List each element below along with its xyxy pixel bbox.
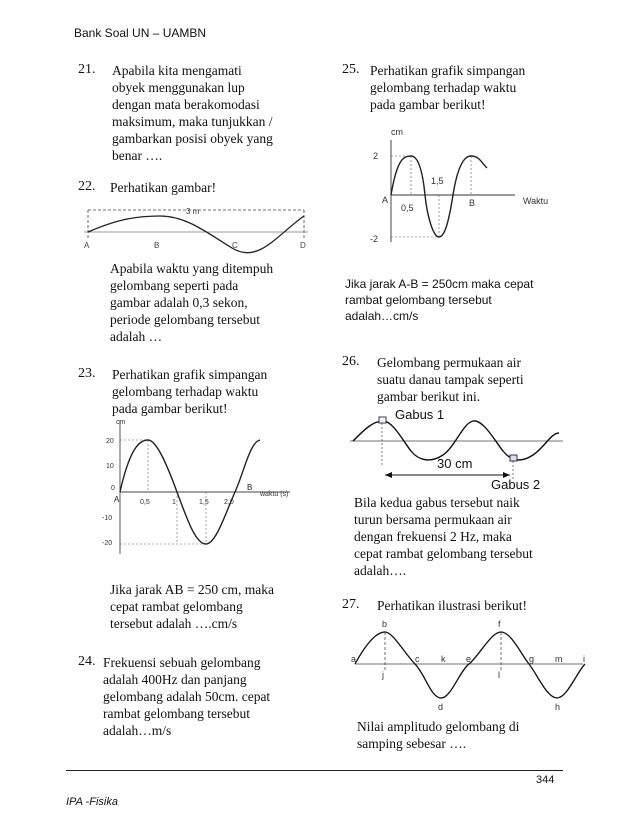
q22-point-b: B: [154, 241, 160, 250]
q23-xtick-2: 2,0: [224, 499, 234, 506]
q21-line: Apabila kita mengamati: [112, 63, 242, 78]
q26-line: suatu danau tampak seperti: [377, 372, 524, 387]
q23-line: gelombang terhadap waktu: [112, 384, 259, 399]
q25-y-min: -2: [370, 234, 379, 244]
q23-y-unit: cm: [116, 419, 126, 426]
q27-point-j: j: [382, 670, 384, 680]
q22-line: periode gelombang tersebut: [110, 312, 260, 327]
q25-line: gelombang terhadap waktu: [370, 80, 517, 95]
q26-answer-line: cepat rambat gelombang tersebut: [354, 546, 533, 561]
q25-y-max: 2: [373, 151, 379, 161]
q26-line: Gelombang permukaan air: [377, 355, 521, 370]
q26-float2-label: Gabus 2: [491, 477, 541, 492]
footer-subject: IPA -Fisika: [66, 796, 118, 808]
q22-line: gambar adalah 0,3 sekon,: [110, 295, 248, 310]
q26-float1-label: Gabus 1: [395, 407, 445, 422]
q25-x-axis-label: Waktu: [523, 196, 549, 206]
q25-answer-line: rambat gelombang tersebut: [345, 293, 492, 307]
q23-graph-figure: [100, 412, 310, 577]
q27-point-c: c: [415, 654, 420, 664]
q27-point-e: e: [466, 654, 472, 664]
q27-answer-line: Nilai amplitudo gelombang di: [357, 719, 520, 734]
q25-text: [370, 62, 525, 113]
q27-answer-line: samping sebesar ….: [357, 736, 467, 751]
q22-line: Apabila waktu yang ditempuh: [110, 261, 274, 276]
q22-wave-figure: [76, 200, 316, 260]
q23-tick-m20: -20: [102, 540, 113, 547]
q22-point-a: A: [84, 241, 90, 250]
q27-wave-figure: [345, 614, 595, 712]
page-header: Bank Soal UN – UAMBN: [74, 26, 207, 40]
q23-answer-line: cepat rambat gelombang: [110, 599, 243, 614]
q23-line: pada gambar berikut!: [112, 401, 228, 416]
q23-number: 23.: [78, 366, 96, 381]
q26-answer-line: dengan frekuensi 2 Hz, maka: [354, 529, 512, 544]
q25-graph-figure: [345, 120, 570, 255]
q26-answer-line: adalah….: [354, 563, 407, 578]
q27-point-g: g: [529, 654, 535, 664]
q27-point-k: k: [441, 654, 446, 664]
q23-answer: [110, 581, 274, 632]
q25-answer: [345, 276, 533, 324]
q23-line: Perhatikan grafik simpangan: [112, 367, 268, 382]
q27-answer: [357, 718, 519, 752]
q25-number: 25.: [342, 62, 360, 77]
q23-text: [112, 366, 267, 417]
q24-line: gelombang adalah 50cm. cepat: [103, 689, 271, 704]
q23-x-axis-label: waktu (s): [260, 491, 289, 498]
q21-text: [112, 62, 273, 164]
q23-xtick-05: 0,5: [140, 499, 150, 506]
q23-origin-label: A: [114, 495, 120, 504]
q23-xtick-1: 1: [172, 499, 176, 506]
q23-tick-20: 20: [106, 438, 114, 445]
q25-line: Perhatikan grafik simpangan: [370, 63, 526, 78]
q25-answer-line: Jika jarak A-B = 250cm maka cepat: [345, 277, 534, 291]
q24-line: adalah…m/s: [103, 723, 172, 738]
q21-line: gambarkan posisi obyek yang: [112, 131, 273, 146]
q27-point-f: f: [498, 619, 501, 629]
q23-tick-10: 10: [106, 463, 114, 470]
q26-wave-figure: [345, 405, 570, 495]
q27-point-m: m: [555, 654, 563, 664]
q22-wave: [88, 216, 304, 253]
q21-line: maksimum, maka tunjukkan /: [112, 114, 273, 129]
q21-line: dengan mata berakomodasi: [112, 97, 260, 112]
q24-line: Frekuensi sebuah gelombang: [103, 655, 261, 670]
q21-line: benar ….: [112, 148, 163, 163]
q23-answer-line: tersebut adalah ….cm/s: [110, 616, 238, 631]
q22-point-d: D: [300, 241, 306, 250]
q27-point-d: d: [438, 702, 444, 712]
q22-line: adalah …: [110, 329, 163, 344]
q25-line: pada gambar berikut!: [370, 97, 486, 112]
q27-point-a: a: [351, 654, 357, 664]
q25-answer-line: adalah…cm/s: [345, 309, 419, 323]
q22-prompt: Perhatikan gambar!: [110, 180, 217, 195]
q26-answer: [354, 494, 533, 579]
page-number: 344: [536, 774, 555, 786]
q26-text: [377, 354, 524, 405]
q26-float1-marker: [379, 417, 386, 423]
q24-text: [103, 654, 270, 739]
q24-line: adalah 400Hz dan panjang: [103, 672, 247, 687]
q23-tick-m10: -10: [102, 515, 113, 522]
q26-number: 26.: [342, 354, 360, 369]
q23-answer-line: Jika jarak AB = 250 cm, maka: [110, 582, 274, 597]
q24-number: 24.: [78, 654, 96, 669]
q26-line: gambar berikut ini.: [377, 389, 481, 404]
q25-y-unit: cm: [391, 127, 403, 137]
q27-point-i: i: [583, 654, 585, 664]
q26-wave: [353, 421, 559, 460]
q25-label-a: A: [382, 195, 389, 205]
q23-xtick-15: 1,5: [199, 499, 209, 506]
footer-rule: [66, 770, 563, 771]
q27-number: 27.: [342, 597, 360, 612]
q24-line: rambat gelombang tersebut: [103, 706, 250, 721]
q21-number: 21.: [78, 62, 96, 77]
q22-span-label: 3 m: [186, 207, 200, 216]
q26-answer-line: turun bersama permukaan air: [354, 512, 512, 527]
q27-wave: [355, 632, 585, 698]
q25-t1: 0,5: [401, 203, 414, 213]
q25-label-b: B: [469, 198, 476, 208]
q26-float2-marker: [510, 455, 517, 461]
q22-number: 22.: [78, 179, 96, 194]
q26-distance-label: 30 cm: [437, 456, 473, 471]
q27-prompt: Perhatikan ilustrasi berikut!: [377, 598, 527, 613]
q21-line: obyek menggunakan lup: [112, 80, 245, 95]
q22-point-c: C: [232, 241, 238, 250]
q27-point-b: b: [382, 619, 388, 629]
q22-line: gelombang seperti pada: [110, 278, 239, 293]
q25-t2: 1,5: [431, 176, 444, 186]
q22-text: [110, 260, 273, 345]
q27-point-h: h: [555, 702, 561, 712]
q26-arrow-left: [385, 472, 392, 478]
q27-point-l: l: [498, 670, 500, 680]
q23-end-label: B: [247, 483, 253, 492]
q23-tick-0: 0: [111, 485, 115, 492]
q26-answer-line: Bila kedua gabus tersebut naik: [354, 495, 520, 510]
